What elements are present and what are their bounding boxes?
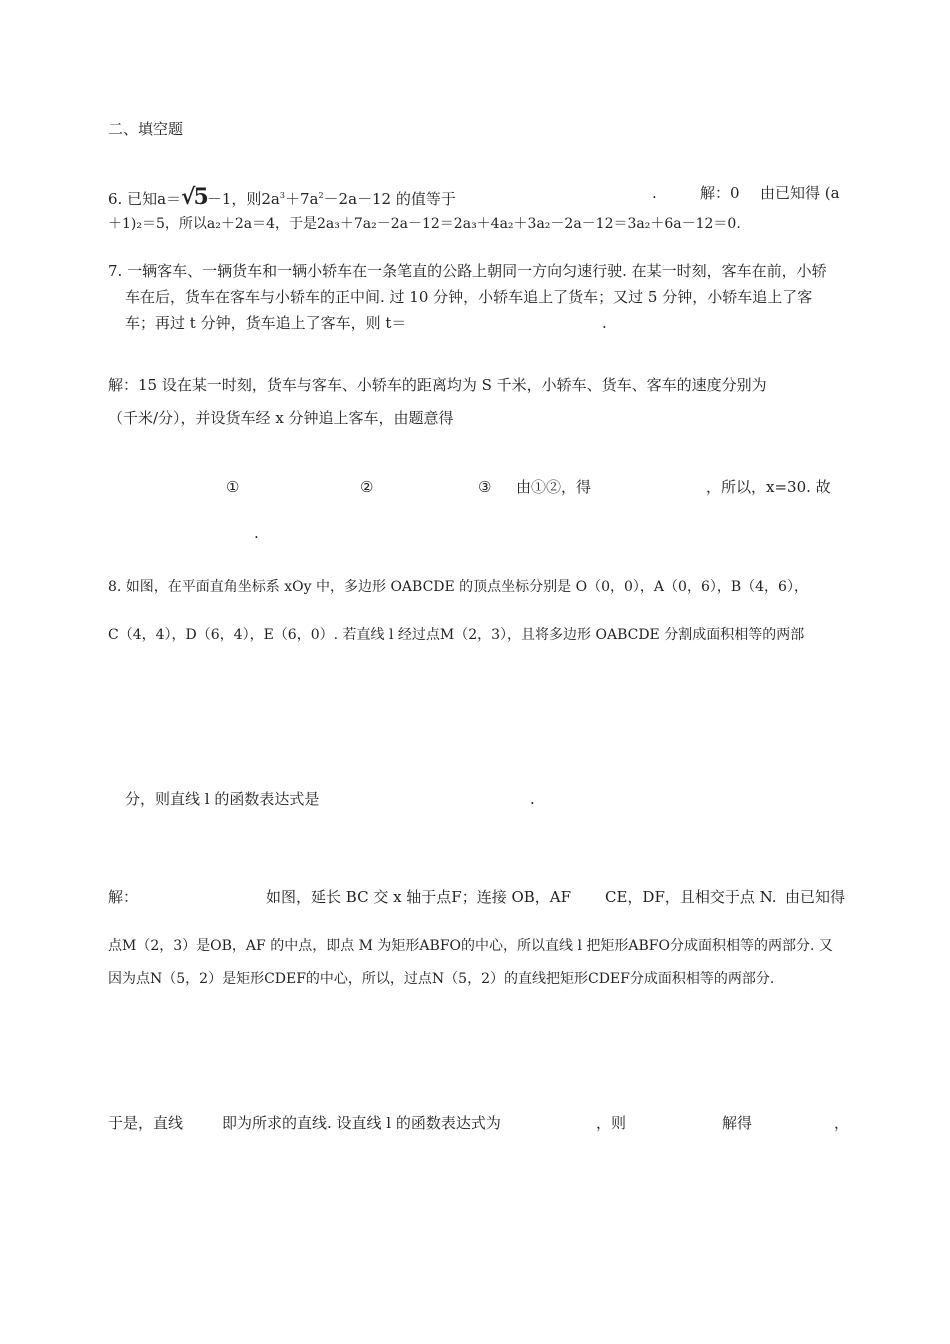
q7-line1: 7. 一辆客车、一辆货车和一辆小轿车在一条笔直的公路上朝同一方向匀速行驶. 在某一时刻，客车在前，小轿 (108, 262, 827, 280)
q8-solution-line4a: 于是，直线 (108, 1114, 184, 1132)
q8-solution-line1b: CE，DF，且相交于点 N. (605, 888, 777, 906)
q7-line3-dot: . (602, 314, 607, 332)
q8-line2: C（4，4），D（6，4），E（6，0）. 若直线 l 经过点M（2，3），且将多边形 OABCDE 分割成面积相等的两部 (108, 627, 805, 643)
q8-solution-line1: 如图，延长 BC 交 x 轴于点F；连接 OB，AF (266, 888, 572, 906)
q8-solution-line4e: ， (834, 1114, 850, 1132)
q6-mid: －1，则2a (206, 190, 280, 208)
q6-sup1: 3 (279, 191, 285, 200)
q8-solution-line3: 因为点N（5，2）是矩形CDEF的中心，所以，过点N（5，2）的直线把矩形CDEF分成面积相等的两部分. (108, 971, 775, 987)
q6-mid3: －2a－12 的值等于 (323, 190, 456, 208)
q7-line2: 车在后，货车在客车与小轿车的正中间. 过 10 分钟，小轿车追上了货车；又过 5 分钟，小轿车追上了客 (125, 288, 813, 306)
eq-marker-1: ① (226, 478, 240, 496)
q8-solution-line4b: 即为所求的直线. 设直线 l 的函数表达式为 (222, 1114, 501, 1132)
q7-therefore: ，所以，x=30. 故 (706, 478, 831, 496)
q8-solution-line4d: 解得 (722, 1114, 753, 1132)
q8-solution-line2: 点M（2，3）是OB，AF 的中点，即点 M 为矩形ABFO的中心，所以直线 l 把矩形ABFO分成面积相等的两部分. 又 (108, 938, 833, 954)
section-title: 二、填空题 (108, 120, 184, 138)
eq-marker-2: ② (360, 478, 374, 496)
q8-solution-line4c: ，则 (596, 1114, 627, 1132)
q6-blank-dot: . (652, 184, 657, 202)
q6-answer: 解：0 (700, 184, 740, 202)
q6-prefix: 6. 已知a＝ (108, 190, 182, 208)
q8-line3a: 分，则直线 l 的函数表达式是 (125, 790, 320, 808)
q8-solution-label: 解： (108, 888, 139, 906)
q7-solution-line1: 解：15 设在某一时刻，货车与客车、小轿车的距离均为 S 千米，小轿车、货车、客车的速度分别为 (108, 376, 767, 394)
q6-line2: ＋1)₂＝5，所以a₂＋2a＝4，于是2a₃＋7a₂－2a－12＝2a₃＋4a₂＋3a₂－2a－12＝3a₂＋6a－12＝0. (108, 216, 741, 232)
q6-reason: 由已知得 (a (760, 184, 840, 202)
sqrt-symbol: √5 (181, 184, 207, 210)
q8-line1: 8. 如图，在平面直角坐标系 xOy 中，多边形 OABCDE 的顶点坐标分别是 O（0，0），A（0，6），B（4，6）， (108, 579, 808, 595)
q7-line3a: 车；再过 t 分钟，货车追上了客车，则 t＝ (125, 314, 407, 332)
q6-sup2: 2 (318, 191, 324, 200)
q6-line1 (108, 186, 456, 208)
q6-mid2: ＋7a (284, 190, 319, 208)
q7-from12: 由①②，得 (516, 478, 592, 496)
q7-end-dot: . (254, 524, 259, 542)
q8-solution-line1c: 由已知得 (785, 888, 846, 906)
q8-line3-dot: . (530, 790, 535, 808)
eq-marker-3: ③ (478, 478, 492, 496)
q7-solution-line2: （千米/分），并设货车经 x 分钟追上客车，由题意得 (108, 409, 454, 427)
